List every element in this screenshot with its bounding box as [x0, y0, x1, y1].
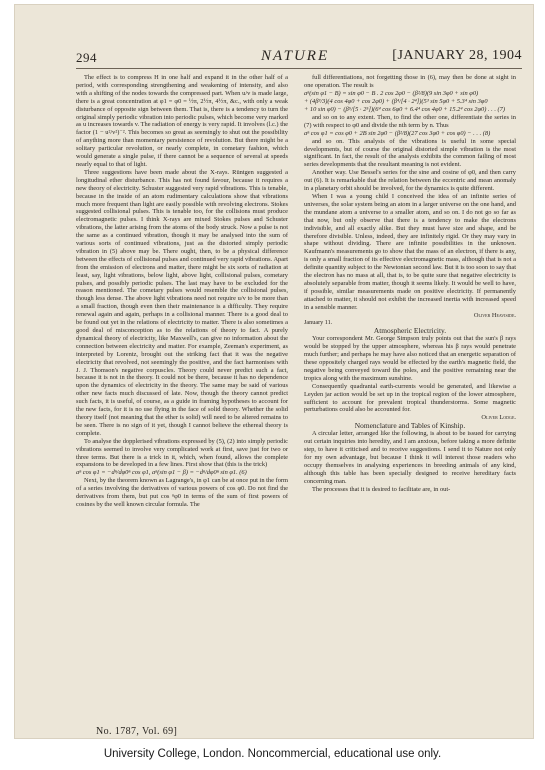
page-number: 294 — [76, 50, 97, 65]
running-header — [76, 48, 522, 68]
section-heading-atmospheric-electricity: Atmospheric Electricity. — [373, 326, 447, 336]
paragraph: The effect is to compress H in one half and expand it in the other half of a period, with corresponding strengthening and weakening of intensity, and also with a shifting of the nodes towards the compressed part. When u/v is made large, there is a great concentration at φ1 = φ0 = ½π, 2½π, 4½π, &c., with only a weak disturbance of opposite sign between them. That is, there is a tendency to turn the original simply periodic vibration into periodic pulses, which become very marked as u increases towards v. The radiation of energy is very rapid. It involves (l.c.) the factor (1 − u²/v²)⁻². This becomes so great as seemingly to shut out the possibility of anything more than momentary persistence of revolution. But there might be a solitary particular revolution, or nearly complete, in cometary fashion, which would generate a single pulse, if there cannot be a sequence of several at speeds nearly equal to that of light. — [76, 74, 288, 168]
equation-8: aⁿ cos φ1 = cos φ0 + 2B sin 2φ0 − (β²/8)(27 cos 3φ0 + cos φ0) − . . . (8) — [304, 129, 491, 137]
equation-6: aⁿ cos φ1 = −dⁿ/dφ0ⁿ cos φ1, aⁿ(sin φ1 − β) = −dⁿ/dφ0ⁿ sin φ1. (6) — [76, 469, 247, 477]
letter-date: January 11. — [304, 319, 333, 327]
section-heading-kinship: Nomenclature and Tables of Kinship. — [354, 421, 466, 431]
paragraph: Consequently quadrantal earth-currents would be generated, and likewise a Leyden jar action would be set up in the tropical region of the lower atmosphere, sufficient to account for prevalent tropical thunderstorms. Some magnetic perturbations could also be accounted for. — [304, 382, 516, 414]
journal-title: NATURE — [261, 48, 330, 64]
equation-7-line-1: aⁿ(sin φ1 − B) = sin φ0 − B . 2 cos 2φ0 − (β²/8)(9 sin 3φ0 + sin φ0) — [304, 89, 479, 97]
paragraph: Your correspondent Mr. George Simpson truly points out that the sun's β rays would be stopped by the upper atmosphere, whereas his β rays would penetrate much further; and perhaps he may have also noticed that an energetic separation of these oppositely charged rays would be effected by the earth's magnetic field, the negative being conveyed toward the poles, and the positive remaining near the tropics along with the maximum sunshine. — [304, 335, 516, 382]
paragraph: and so on. This analysis of the vibrations is useful in some special developments, but of course the original distorted simple vibration is the most significant. In fact, the result of the analysis exhibits the common failing of most series developments that the resultant meaning is not evident. — [304, 137, 516, 169]
scanned-page — [14, 4, 534, 739]
paragraph: and so on to any extent. Then, to find the other one, differentiate the series in (7) with respect to φ0 and divide the nth term by n. Thus — [304, 113, 516, 129]
paragraph: Next, by the theorem known as Lagrange's, in φ1 can be at once put in the form of a series involving the derivatives of various powers of cos φ0. Do not find the derivatives from them, but put cos ⁿφ0 in terms of the sum of first powers of cosines by the well known circular formula. The — [76, 477, 288, 509]
paragraph: A circular letter, arranged like the following, is about to be issued for carrying out certain inquiries into heredity, and I am anxious, before taking a more definite step, to have it criticised and to receive suggestions. I send it to Nature not only for my own advantage, but because I think it will interest those readers who occupy themselves in analysing experiences in breeding animals of any kind, although this table has been specially designed to receive hereditary facts concerning man. — [304, 430, 516, 485]
paragraph: Another way. Use Bessel's series for the sine and cosine of φ0, and then carry out (6). It is remarkable that the relation between the eccentric and mean anomaly in a planetary orbit should be involved, for the dynamics is quite different. — [304, 169, 516, 193]
paragraph: To analyse the dopplerised vibrations expressed by (5), (2) into simply periodic vibrations seemed to involve very complicated work at first, save just for two or three terms. But there is a trick in it, which, when found, allows the complete expansions to be developed in a few lines. First show that (this is the trick) — [76, 437, 288, 469]
issue-date: [JANUARY 28, 1904 — [392, 48, 522, 63]
paragraph: full differentiations, not forgetting those in (6), may then be done at sight in one operation. The result is — [304, 74, 516, 89]
signature-lodge: Oliver Lodge. — [481, 414, 516, 422]
header-rule — [76, 68, 522, 69]
paragraph: When I was a young child I conceived the idea of an infinite series of universes, the solar system being an atom in a larger universe on the one hand, and the mundane atom a universe to a smaller atom, and so on. I do not go so far as that now, but only observe that there is a tendency to make the electrons indivisible, and all exactly alike. But they must have size and shape, and be therefore divisible. Unless, indeed, they are infinitely rigid. Or they may vary in shape without dividing. There are infinite possibilities in the unknown. Kaufmann's measurements go to show that the mass of an electron, if there is any, is only a small fraction of its effective electromagnetic mass, although that is not a definite quantity subject to the Newtonian second law. But it is too soon to say that the electron has no mass at all, that is, to be quite sure that negative electricity is absolutely separable from matter, though it seems likely. It would be well to have, if possible, similar measurements made on positive electricity. If permanently attached to matter, it should not exhibit the increased inertia with increased speed in a sensible manner. — [304, 192, 516, 311]
equation-7-line-2: + (4β³/3)(4 cos 4φ0 + cos 2φ0) + (β⁴/[4 · 2⁴])(5³ sin 5φ0 + 5.3⁴ sin 3φ0 — [304, 97, 488, 105]
paragraph: Three suggestions have been made about the X-rays. Rüntgen suggested a longitudinal ether disturbance. This has not found favour, because it requires a new theory of electricity. Schuster suggested very rapid vibrations. This is tenable, because in the inside of an atom rudimentary calculations show that vibrations much more frequent than light are easily possible with revolving electrons. Stokes suggested collisional pulses. This is tenable too, for the collisions must produce electromagnetic pulses. I think X-rays are mixed Stokes pulses and Schuster vibrations, the latter arising from the atoms of the body struck. Now a pulse is not the same as a continued vibration, though it may be analysed into the sum of various sorts of continued vibrations, just as the distorted simply periodic vibration in (5) above may be. There ought, then, to be a physical difference between the effects of collisional pulses and continued very rapid vibrations. Apart from the emission of electrons and matter, there might be six sorts of radiation at least, say, light vibrations, below light, above light, collisional pulses, cometary pulses, and possibly periodic pulses. The last may have to be excluded for the reason mentioned. The cometary pulses would resemble the collisional pulses, though less dense. The above light vibrations need not require u/v to be more than a small fraction, though even then their maintenance is a difficulty. They require renewal again and again, perhaps in a collisional manner. There is a good deal to be found out yet in the relations of electricity to matter. There is also sometimes a good deal of misconception as to the relations of theory to fact. A purely dynamical theory of electricity, like Maxwell's, can give no information about the connection between electricity and matter. For example, Zeeman's experiment, as interpreted by Lorentz, brought out the striking fact that it was the negative electricity that revolved, not seemingly the positive, and the fact harmonises with J. J. Thomson's negative corpuscles. Theory could never predict such a fact, because it is not in the theory. It could not be there, because it has no dependence upon the dynamics of electricity in the theory. The same may be said of various other new facts much discussed of late. Now, though the theory cannot predict such facts, it is useful, of course, as a guide in framing hypotheses to account for the new facts, for it is no use flying in the face of solid theory. Whether the solid theory itself (not meaning that the ether is solid) will need to be altered remains to be seen. There is no sign of it yet, though I cannot believe the ethereal theory is complete. — [76, 168, 288, 437]
image-credit: University College, London. Noncommercial, educational use only. — [103, 748, 442, 760]
right-column — [304, 74, 516, 734]
equation-7-line-3: + 10 sin φ0) − (β⁵/[5 · 2⁵])(6⁴ cos 6φ0 + 6.4⁴ cos 4φ0 + 15.2⁴ cos 2φ0) . . . (7) — [304, 105, 505, 113]
issue-volume: No. 1787, Vol. 69] — [96, 726, 178, 737]
paragraph: The processes that it is desired to facilitate are, in out- — [312, 485, 451, 493]
left-column — [76, 74, 288, 730]
signature-heaviside: Oliver Heaviside. — [473, 311, 516, 319]
